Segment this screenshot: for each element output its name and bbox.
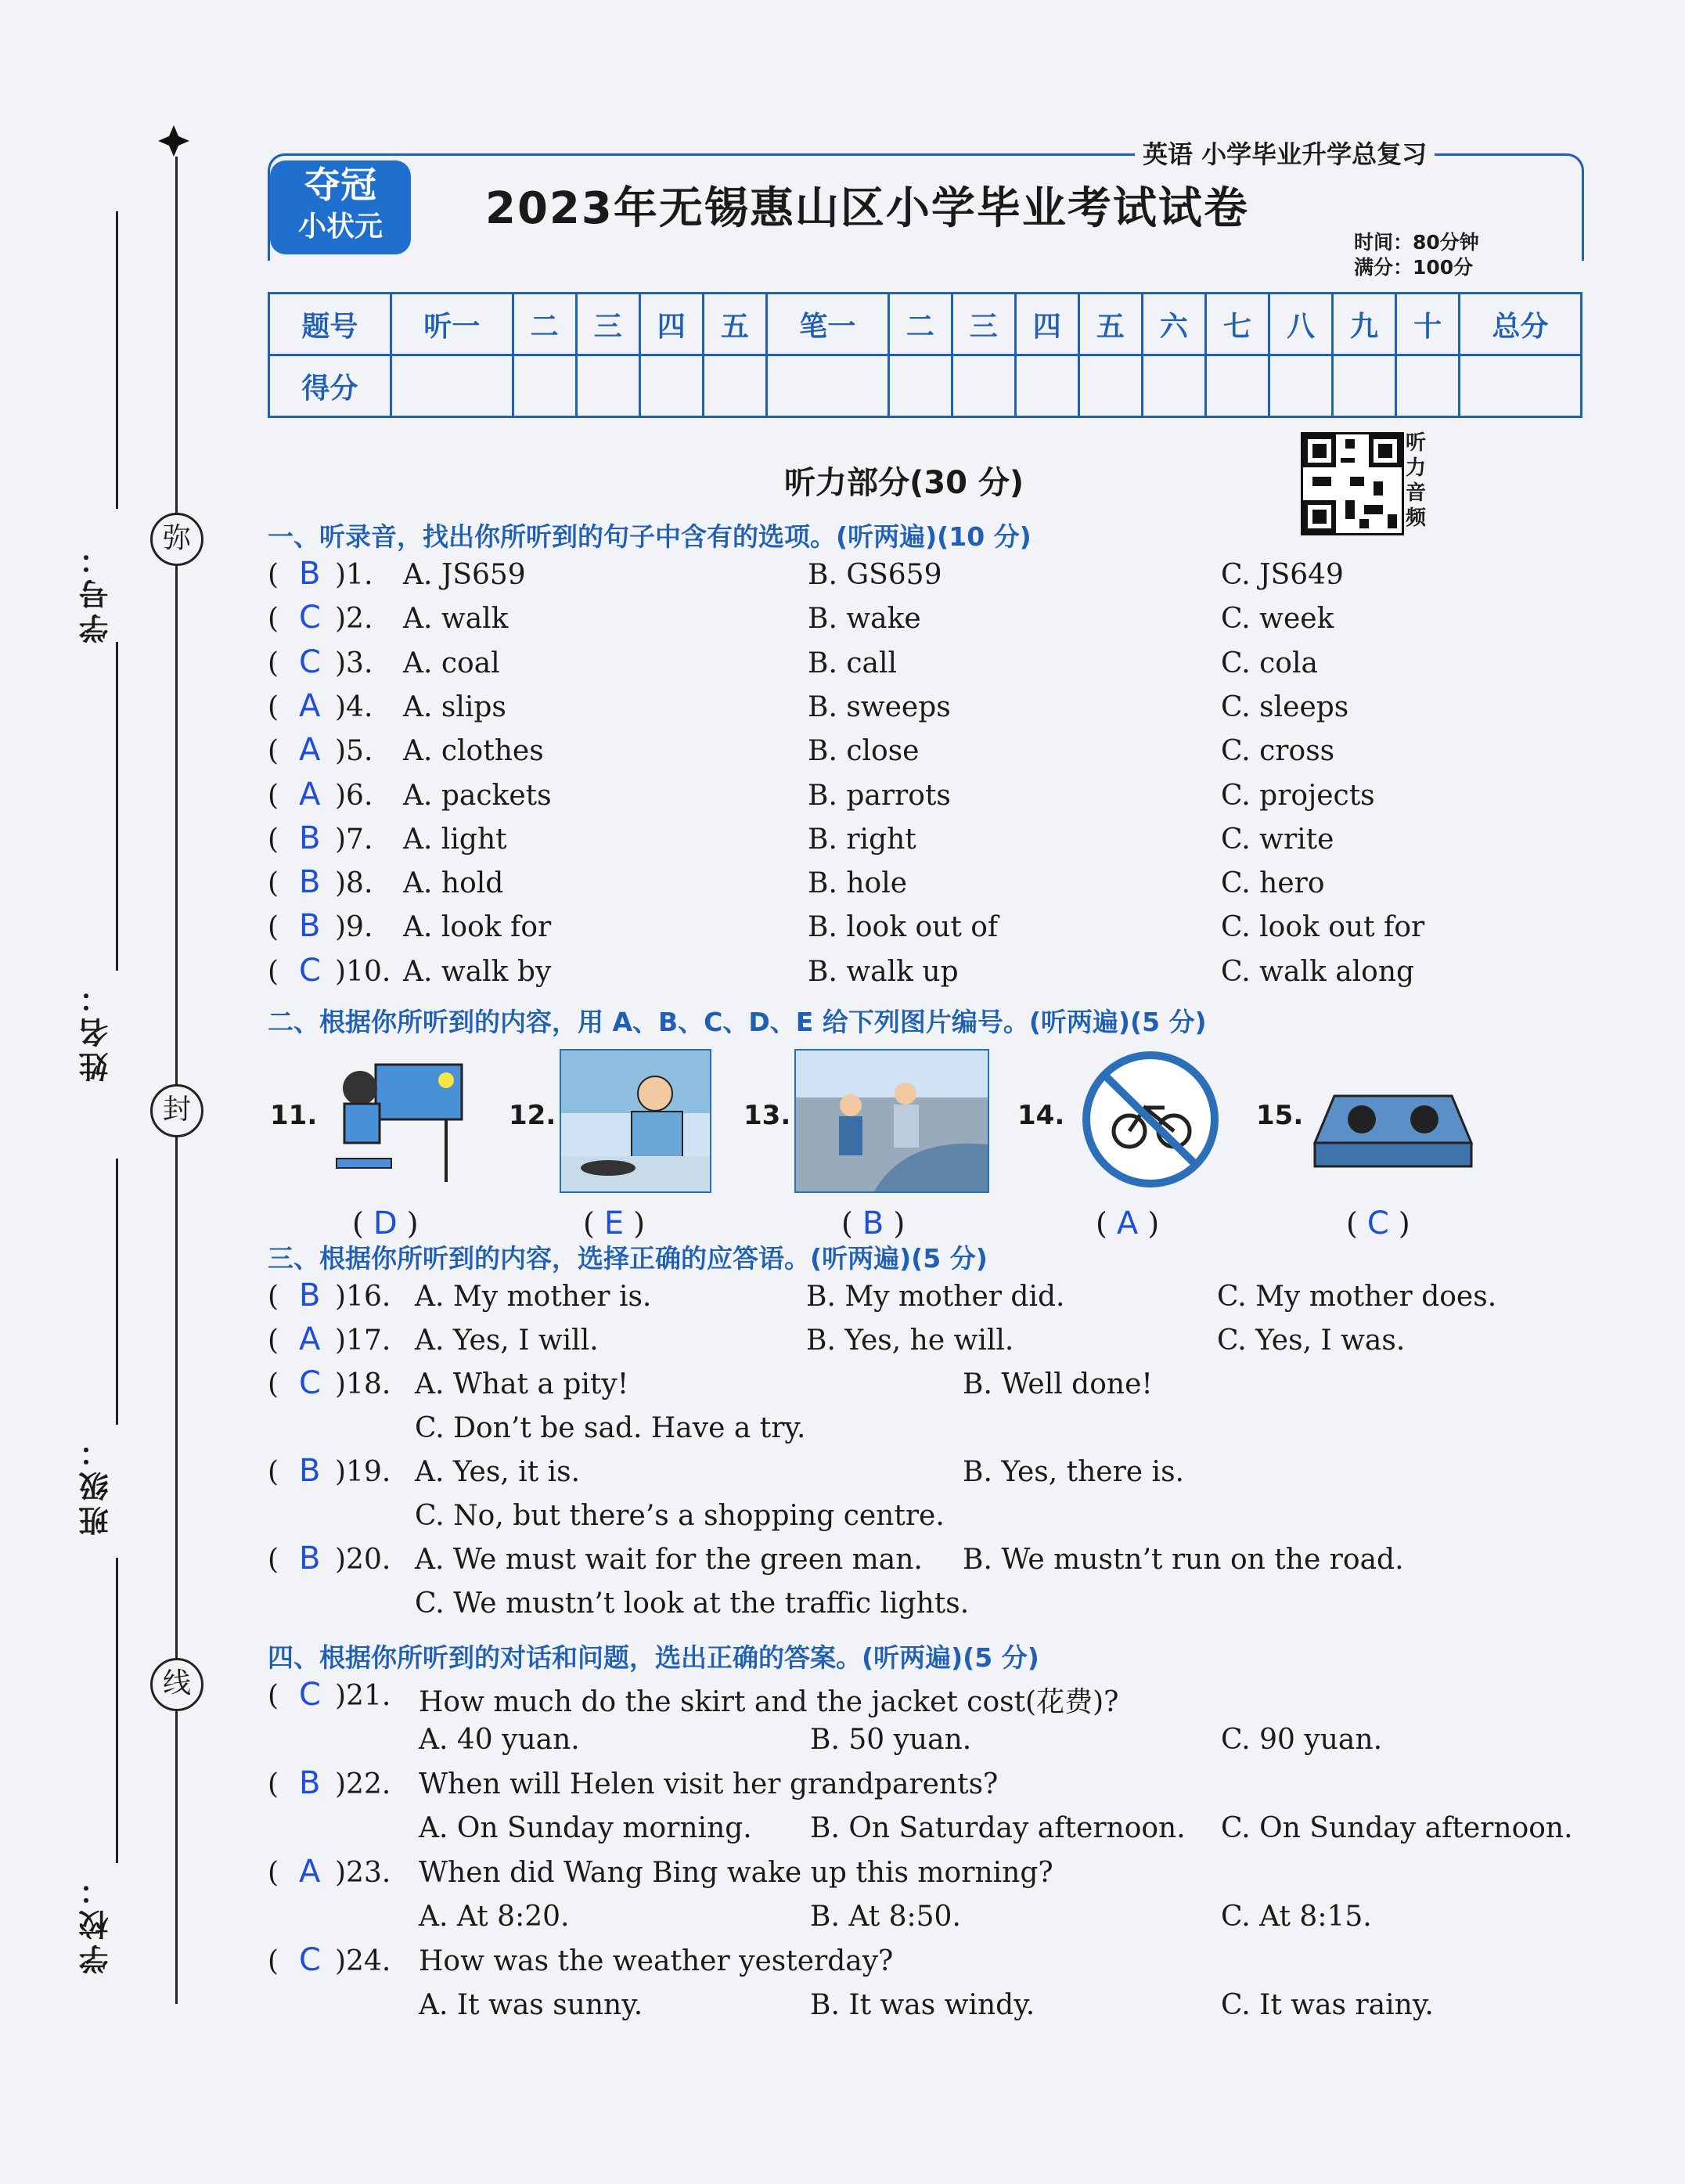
answer-mark: B <box>299 908 321 945</box>
question-number: )10. <box>335 955 391 988</box>
option-b: B. Yes, he will. <box>806 1324 1014 1357</box>
score-header-cell: 三 <box>952 294 1015 355</box>
option-b: B. It was windy. <box>810 1989 1035 2021</box>
option-b: B. 50 yuan. <box>810 1724 972 1756</box>
answer-mark: A <box>299 1321 321 1357</box>
answer-bracket-open: ( <box>268 559 279 591</box>
option-c: C. My mother does. <box>1217 1281 1497 1313</box>
answer-bracket-open: ( <box>268 1456 279 1488</box>
score-header-cell: 四 <box>1015 294 1078 355</box>
option-c: C. JS649 <box>1221 559 1344 591</box>
option-c: C. At 8:15. <box>1221 1901 1372 1933</box>
option-c: C. week <box>1221 603 1334 636</box>
option-b: B. look out of <box>808 911 999 944</box>
answer-bracket-open: ( <box>268 955 279 988</box>
answer-bracket-open: ( <box>268 1857 279 1889</box>
score-cell <box>1205 355 1269 417</box>
listening-part-title: 听力部分(30 分) <box>784 465 1024 501</box>
question-number: )8. <box>335 867 373 900</box>
seal-circle-mi: 弥 <box>150 513 203 566</box>
option-a: A. On Sunday morning. <box>419 1812 752 1844</box>
option-a: A. walk by <box>403 955 552 988</box>
option-b: B. At 8:50. <box>810 1901 961 1933</box>
answer-mark: C <box>299 1365 321 1401</box>
score-row-label: 得分 <box>269 355 391 417</box>
option-c: C. hero <box>1221 867 1325 900</box>
option-c: C. sleeps <box>1221 690 1349 723</box>
score-header-cell: 五 <box>1078 294 1142 355</box>
score-cell <box>1015 355 1078 417</box>
answer-mark: B <box>299 864 321 901</box>
question-number: )19. <box>335 1456 391 1488</box>
qr-code-icon <box>1301 432 1404 535</box>
option-b: B. sweeps <box>808 690 951 723</box>
option-a: A. 40 yuan. <box>419 1724 580 1756</box>
question-number: )22. <box>335 1768 391 1800</box>
option-a: A. We must wait for the green man. <box>415 1544 923 1576</box>
option-a: A. It was sunny. <box>419 1989 643 2021</box>
student-id-label: 学号： <box>79 540 113 643</box>
answer-bracket-open: ( <box>268 1680 279 1712</box>
picture-answer: ( C ) <box>1346 1206 1410 1242</box>
score-cell <box>391 355 513 417</box>
no-cycling-sign-picture <box>1078 1049 1223 1190</box>
exam-time: 时间：80分钟 <box>1354 231 1479 254</box>
option-c: C. cross <box>1221 735 1335 768</box>
score-cell <box>952 355 1015 417</box>
option-a: A. hold <box>403 867 504 900</box>
option-b: B. call <box>808 647 897 679</box>
score-cell <box>1142 355 1205 417</box>
option-a: A. What a pity! <box>415 1368 629 1400</box>
option-b: B. parrots <box>808 779 951 812</box>
class-line <box>116 1159 118 1425</box>
option-a: A. walk <box>403 603 509 636</box>
option-b: B. Well done! <box>963 1368 1153 1400</box>
answer-mark: C <box>299 600 321 636</box>
answer-bracket-open: ( <box>268 1544 279 1576</box>
option-c: C. No, but there’s a shopping centre. <box>415 1500 945 1532</box>
answer-bracket-open: ( <box>268 690 279 723</box>
option-a: A. Yes, it is. <box>415 1456 581 1488</box>
picture-answer-letter: C <box>1366 1206 1389 1242</box>
score-header-cell: 听一 <box>391 294 513 355</box>
score-table-header-row <box>269 294 1582 355</box>
picture-answer: ( B ) <box>841 1206 906 1242</box>
question-text: How was the weather yesterday? <box>419 1945 894 1977</box>
series-label: 英语 小学毕业升学总复习 <box>1135 135 1435 171</box>
answer-bracket-open: ( <box>268 1768 279 1800</box>
question-number: )5. <box>335 735 373 768</box>
option-a: A. clothes <box>403 735 544 768</box>
option-a: A. slips <box>403 690 506 723</box>
option-b: B. We mustn’t run on the road. <box>963 1544 1404 1576</box>
option-c: C. On Sunday afternoon. <box>1221 1812 1573 1844</box>
option-a: A. JS659 <box>403 559 526 591</box>
picture-answer-letter: E <box>603 1206 625 1242</box>
child-drawing-picture <box>329 1049 470 1190</box>
option-b: B. right <box>808 823 916 856</box>
option-b: B. On Saturday afternoon. <box>810 1812 1186 1844</box>
answer-mark: B <box>299 1453 321 1489</box>
answer-bracket-open: ( <box>268 1324 279 1357</box>
question-number: )6. <box>335 779 373 812</box>
option-c: C. Don’t be sad. Have a try. <box>415 1412 806 1444</box>
picture-answer: ( A ) <box>1096 1206 1160 1242</box>
score-header-cell: 二 <box>888 294 952 355</box>
score-header-cell: 七 <box>1205 294 1269 355</box>
option-b: B. My mother did. <box>806 1281 1065 1313</box>
binding-line <box>175 157 178 2004</box>
option-a: A. light <box>403 823 507 856</box>
seal-circle-xian: 线 <box>150 1658 203 1711</box>
question-number: )20. <box>335 1544 391 1576</box>
score-cell <box>576 355 639 417</box>
question-number: )24. <box>335 1945 391 1977</box>
stove-picture <box>1311 1049 1475 1190</box>
score-header-cell: 笔一 <box>766 294 888 355</box>
answer-mark: B <box>299 1278 321 1314</box>
answer-mark: A <box>299 776 321 813</box>
answer-mark: C <box>299 643 321 680</box>
option-c: C. 90 yuan. <box>1221 1724 1383 1756</box>
picture-answer: ( E ) <box>583 1206 646 1242</box>
answer-bracket-open: ( <box>268 823 279 856</box>
question-number: )17. <box>335 1324 391 1357</box>
answer-bracket-open: ( <box>268 1945 279 1977</box>
option-b: B. GS659 <box>808 559 942 591</box>
score-header-cell: 九 <box>1333 294 1396 355</box>
cleaning-river-picture <box>794 1049 989 1193</box>
score-table-score-row <box>269 355 1582 417</box>
section1-title: 一、听录音，找出你所听到的句子中含有的选项。(听两遍)(10 分) <box>268 521 1032 552</box>
option-c: C. cola <box>1221 647 1318 679</box>
option-b: B. close <box>808 735 920 768</box>
option-a: A. Yes, I will. <box>415 1324 599 1357</box>
question-text: When did Wang Bing wake up this morning? <box>419 1857 1053 1889</box>
score-cell <box>639 355 703 417</box>
question-number: )2. <box>335 603 373 636</box>
picture-13-label: 13. <box>743 1100 791 1131</box>
option-b: B. Yes, there is. <box>963 1456 1184 1488</box>
option-a: A. coal <box>403 647 500 679</box>
question-number: )4. <box>335 690 373 723</box>
question-number: )16. <box>335 1281 391 1313</box>
option-c: C. It was rainy. <box>1221 1989 1434 2021</box>
question-number: )21. <box>335 1680 391 1712</box>
option-b: B. wake <box>808 603 921 636</box>
score-header-cell: 十 <box>1396 294 1460 355</box>
picture-answer: ( D ) <box>352 1206 419 1242</box>
score-cell <box>1333 355 1396 417</box>
answer-mark: C <box>299 1942 321 1978</box>
option-a: A. At 8:20. <box>419 1901 570 1933</box>
picture-answer-letter: A <box>1116 1206 1139 1242</box>
school-line <box>116 1558 118 1863</box>
answer-mark: B <box>299 1765 321 1801</box>
section4-title: 四、根据你所听到的对话和问题，选出正确的答案。(听两遍)(5 分) <box>268 1642 1039 1673</box>
answer-bracket-open: ( <box>268 779 279 812</box>
seal-circle-feng: 封 <box>150 1084 203 1137</box>
exam-full-score: 满分：100分 <box>1354 256 1474 279</box>
name-label: 姓名： <box>79 978 113 1082</box>
answer-mark: A <box>299 1854 321 1890</box>
answer-mark: B <box>299 556 321 592</box>
answer-mark: C <box>299 952 321 989</box>
picture-15-label: 15. <box>1256 1100 1304 1131</box>
class-label: 班级： <box>79 1433 113 1536</box>
score-header-cell: 二 <box>513 294 576 355</box>
score-table <box>268 292 1582 418</box>
score-cell <box>1460 355 1582 417</box>
section3-title: 三、根据你所听到的内容，选择正确的应答语。(听两遍)(5 分) <box>268 1243 988 1274</box>
picture-11-label: 11. <box>270 1100 318 1131</box>
student-id-line <box>116 211 118 509</box>
name-line <box>116 642 118 971</box>
score-cell <box>1078 355 1142 417</box>
option-b: B. hole <box>808 867 908 900</box>
answer-mark: C <box>299 1677 321 1713</box>
option-c: C. We mustn’t look at the traffic lights. <box>415 1588 970 1620</box>
answer-mark: B <box>299 820 321 856</box>
picture-answer-letter: D <box>373 1206 398 1242</box>
score-header-cell: 八 <box>1269 294 1332 355</box>
score-cell <box>1396 355 1460 417</box>
score-header-cell: 四 <box>639 294 703 355</box>
option-b: B. walk up <box>808 955 959 988</box>
question-text: When will Helen visit her grandparents? <box>419 1768 999 1800</box>
question-number: )7. <box>335 823 373 856</box>
question-number: )3. <box>335 647 373 679</box>
score-cell <box>513 355 576 417</box>
answer-bracket-open: ( <box>268 1368 279 1400</box>
option-c: C. Yes, I was. <box>1217 1324 1406 1357</box>
score-cell <box>703 355 766 417</box>
brand-logo: 夺冠 小状元 <box>270 160 411 254</box>
option-a: A. packets <box>403 779 552 812</box>
answer-bracket-open: ( <box>268 647 279 679</box>
score-header-cell: 题号 <box>269 294 391 355</box>
qr-label: 听力音频 <box>1406 431 1427 530</box>
school-label: 学校： <box>79 1871 113 1974</box>
score-header-cell: 五 <box>703 294 766 355</box>
answer-mark: A <box>299 687 321 724</box>
picture-14-label: 14. <box>1017 1100 1065 1131</box>
picture-12-label: 12. <box>509 1100 556 1131</box>
answer-mark: A <box>299 732 321 769</box>
question-number: )1. <box>335 559 373 591</box>
answer-bracket-open: ( <box>268 1281 279 1313</box>
score-cell <box>888 355 952 417</box>
option-a: A. My mother is. <box>415 1281 652 1313</box>
cooking-picture <box>560 1049 711 1193</box>
score-header-cell: 总分 <box>1460 294 1582 355</box>
answer-bracket-open: ( <box>268 603 279 636</box>
score-cell <box>1269 355 1332 417</box>
option-a: A. look for <box>403 911 552 944</box>
picture-answer-letter: B <box>862 1206 884 1242</box>
diamond-icon <box>158 125 189 157</box>
question-number: )23. <box>335 1857 391 1889</box>
question-number: )18. <box>335 1368 391 1400</box>
option-c: C. projects <box>1221 779 1375 812</box>
score-header-cell: 六 <box>1142 294 1205 355</box>
question-text: How much do the skirt and the jacket cost(花费)? <box>419 1686 1119 1718</box>
answer-mark: B <box>299 1541 321 1577</box>
option-c: C. walk along <box>1221 955 1415 988</box>
answer-bracket-open: ( <box>268 735 279 768</box>
page-title: 2023年无锡惠山区小学毕业考试试卷 <box>485 183 1249 234</box>
option-c: C. write <box>1221 823 1334 856</box>
answer-bracket-open: ( <box>268 867 279 900</box>
section2-title: 二、根据你所听到的内容，用 A、B、C、D、E 给下列图片编号。(听两遍)(5 分) <box>268 1007 1207 1037</box>
option-c: C. look out for <box>1221 911 1425 944</box>
question-number: )9. <box>335 911 373 944</box>
answer-bracket-open: ( <box>268 911 279 944</box>
score-header-cell: 三 <box>576 294 639 355</box>
score-cell <box>766 355 888 417</box>
